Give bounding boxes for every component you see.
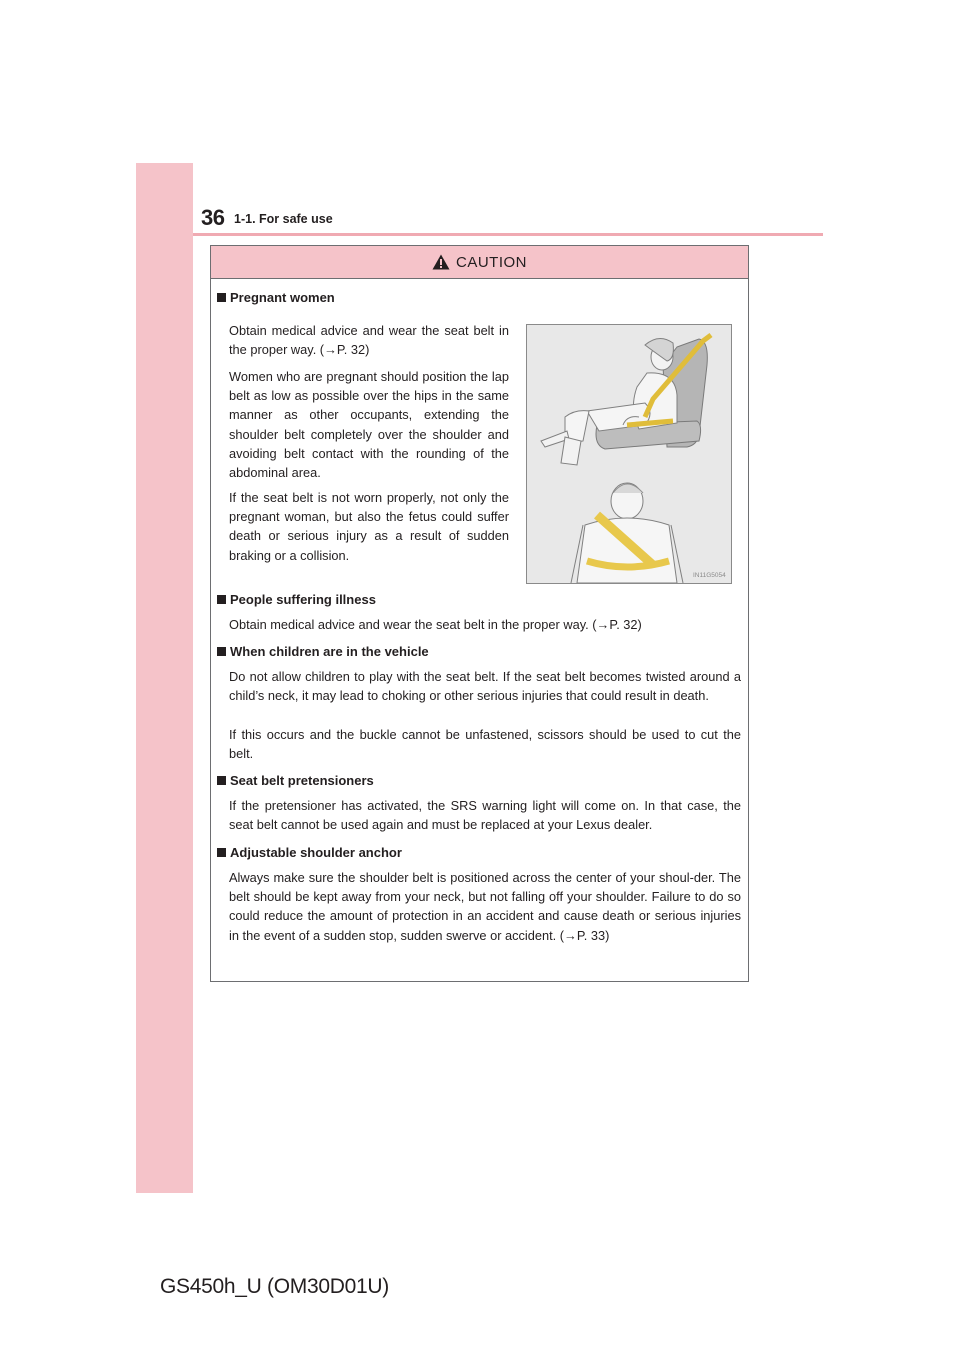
- heading-seat-belt-pretensioners: Seat belt pretensioners: [217, 773, 374, 788]
- paragraph: If the pretensioner has activated, the SRS warning light will come on. In that case, the seat belt cannot be used again and must be replaced at your Lexus dealer.: [229, 798, 741, 833]
- paragraph: If the seat belt is not worn properly, not only the pregnant woman, but also the fetus could suffer death or serious injury as a result of sudden braking or a collision.: [229, 490, 509, 563]
- caution-header: [211, 246, 748, 279]
- heading-adjustable-shoulder-anchor: Adjustable shoulder anchor: [217, 845, 402, 860]
- bullet-square-icon: [217, 293, 226, 302]
- bullet-square-icon: [217, 848, 226, 857]
- paragraph: Obtain medical advice and wear the seat belt in the proper way. (→P. 32): [229, 617, 642, 632]
- heading-children-in-vehicle: When children are in the vehicle: [217, 644, 429, 659]
- paragraph: Women who are pregnant should position the lap belt as low as possible over the hips in the same manner as other occupants, extending the shoulder belt completely over the shoulder and avoiding belt contact with the rounding of the abdominal area.: [229, 369, 509, 481]
- page-number: 36: [201, 205, 225, 230]
- section-title: 1-1. For safe use: [234, 212, 333, 226]
- heading-pregnant-women: Pregnant women: [217, 290, 335, 305]
- bullet-square-icon: [217, 595, 226, 604]
- paragraph: Always make sure the shoulder belt is positioned across the center of your shoul-der. The belt should be kept away from your neck, but not falling off your shoulder. Failure to do so could reduce the amount of protection in an accident and cause death or serious injuries in the event of a sudden stop, sudden swerve or accident. (→P. 33): [229, 870, 741, 943]
- caution-title: CAUTION: [456, 253, 527, 271]
- side-tab-bar: [136, 163, 193, 1193]
- warning-triangle-icon: [432, 254, 450, 270]
- figure-code: IN11G5054: [693, 572, 726, 579]
- paragraph: Obtain medical advice and wear the seat belt in the proper way. (→P. 32): [229, 323, 509, 358]
- paragraph: If this occurs and the buckle cannot be unfastened, scissors should be used to cut the belt.: [229, 727, 741, 762]
- header-divider: [193, 233, 823, 236]
- model-code: GS450h_U (OM30D01U): [160, 1275, 389, 1298]
- heading-people-suffering-illness: People suffering illness: [217, 592, 376, 607]
- bullet-square-icon: [217, 776, 226, 785]
- paragraph: Do not allow children to play with the seat belt. If the seat belt becomes twisted around a child’s neck, it may lead to choking or other serious injuries that could result in death.: [229, 669, 741, 704]
- pregnant-seat-belt-illustration: [526, 324, 732, 584]
- caution-box: [210, 245, 749, 982]
- bullet-square-icon: [217, 647, 226, 656]
